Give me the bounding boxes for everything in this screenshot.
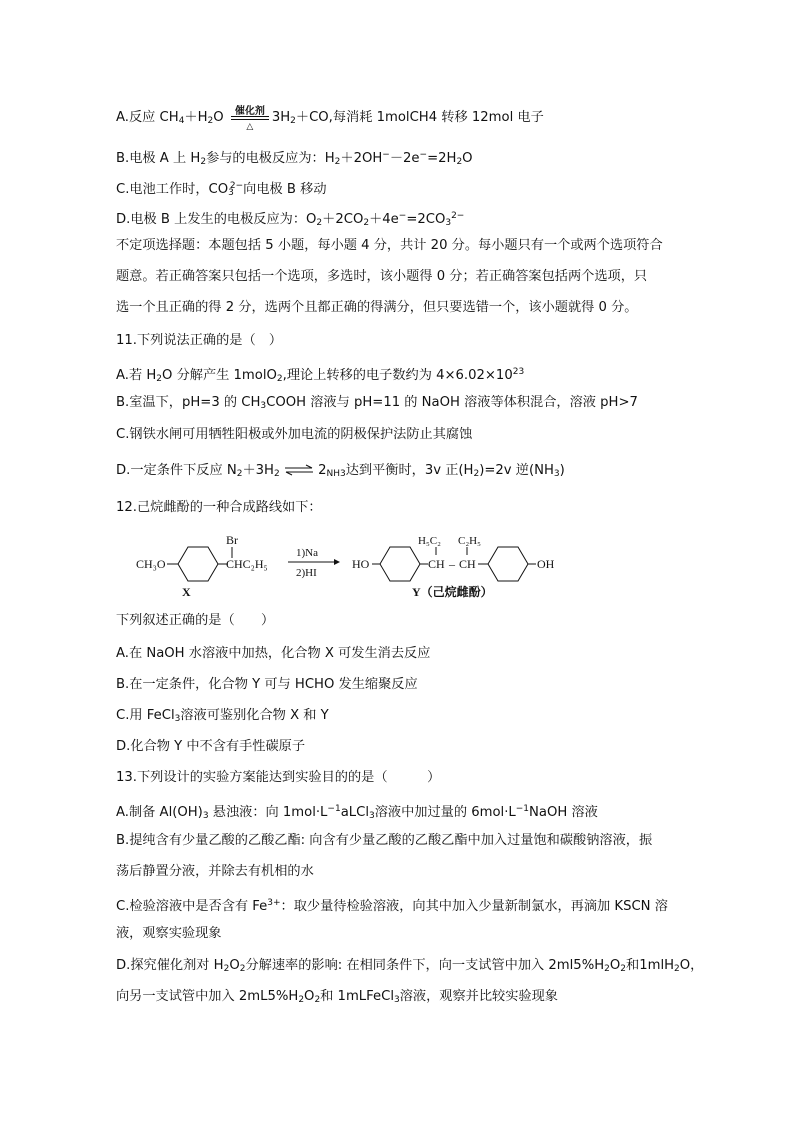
q12-option-a: A.在 NaOH 水溶液中加热，化合物 X 可发生消去反应 <box>116 646 431 661</box>
q13-option-a: A.制备 $Al(OH)_3$ 悬浊液：向 $1mol\cdot L^{-1}aLCl_3$溶液中加过量的 $6mol\cdot L^{-1}NaOH$ 溶液 <box>116 804 598 821</box>
x-chain: CHC₂H₅ <box>226 557 268 571</box>
q13-option-b-line-2: 荡后静置分液，并除去有机相的水 <box>116 864 314 879</box>
equilibrium-arrow-icon <box>284 464 314 476</box>
question-13: 13.下列设计的实验方案能达到实验目的的是（ ） <box>116 770 441 785</box>
q12-prompt: 下列叙述正确的是（ ） <box>116 613 275 628</box>
synthesis-scheme <box>116 532 566 604</box>
y-benzene-ring-left <box>380 547 420 581</box>
q12-option-c: C.用 FeCl$_3$溶液可鉴别化合物 X 和 Y <box>116 708 329 724</box>
y-ch-left: CH <box>428 557 445 571</box>
x-benzene-ring <box>178 547 218 581</box>
y-hydroxy-left: HO <box>352 557 370 571</box>
option-d-electrode: D.电极 B 上发生的电极反应为：$O_2+2CO_2+4e^-=2CO_3^{2-}$ <box>116 211 465 228</box>
q11-option-c: C.钢铁水闸可用牺牲阳极或外加电流的阴极保护法防止其腐蚀 <box>116 427 473 442</box>
x-methoxy: CH₃O <box>136 557 166 571</box>
x-bromo: Br <box>226 533 238 547</box>
option-a-reaction: A.反应 $CH_4+H_2O$ 催化剂 △ $3H_2+CO$,每消耗 1molCH4 转移 12mol 电子 <box>116 106 544 132</box>
y-benzene-ring-right <box>488 547 528 581</box>
reagent-step-2: 2)HI <box>296 567 317 579</box>
option-c-battery: C.电池工作时，$CO_3^{2-}$向电极 B 移动 <box>116 181 327 198</box>
q12-option-d: D.化合物 Y 中不含有手性碳原子 <box>116 739 306 754</box>
q11-option-b: B.室温下，pH=3 的 $CH_3COOH$ 溶液与 pH=11 的 NaOH 溶液等体积混合，溶液 pH>7 <box>116 395 638 411</box>
y-ch-right: CH <box>459 557 476 571</box>
y-ethyl-right: C₂H₅ <box>458 535 481 547</box>
q11-option-d: D.一定条件下反应 $N_2+3H_2$ $2_{NH3}$达到平衡时，3v 正$(H_2)=2v$ 逆$(NH_3)$ <box>116 463 565 479</box>
question-12: 12.己烷雌酚的一种合成路线如下： <box>116 500 322 515</box>
y-ethyl-left: H₅C₂ <box>418 535 441 547</box>
q12-option-b: B.在一定条件，化合物 Y 可与 HCHO 发生缩聚反应 <box>116 677 418 692</box>
q13-option-c-line-1: C.检验溶液中是否含有 $Fe^{3+}$：取少量待检验溶液，向其中加入少量新制氯水，再滴加 KSCN 溶 <box>116 898 668 914</box>
reagent-step-1: 1)Na <box>296 547 318 559</box>
instructions-line-2: 题意。若正确答案只包括一个选项，多选时，该小题得 0 分；若正确答案包括两个选项，只 <box>116 269 648 284</box>
x-label: X <box>182 585 191 599</box>
y-label: Y（己烷雌酚） <box>412 585 493 599</box>
q13-option-d-line-2: 向另一支试管中加入 $2mL5\%H_2O_2$和 1mLFeCl$_3$溶液，观察并比较实验现象 <box>116 989 558 1005</box>
instructions-line-1: 不定项选择题：本题包括 5 小题，每小题 4 分，共计 20 分。每小题只有一个或两个选项符合 <box>116 238 663 253</box>
catalyst-arrow: 催化剂 △ <box>229 108 271 126</box>
option-b-electrode: B.电极 A 上 $H_2$参与的电极反应为：$H_2+2OH^--2e^-=2H_2O$ <box>116 150 473 167</box>
y-hydroxy-right: OH <box>537 557 555 571</box>
q13-option-d-line-1: D.探究催化剂对 $H_2O_2$分解速率的影响: 在相同条件下，向一支试管中加入 $2ml5\%H_2O_2$和1mlH$_2$O， <box>116 958 704 974</box>
y-bond: – <box>449 557 455 571</box>
q13-option-c-line-2: 液，观察实验现象 <box>116 926 222 941</box>
question-11: 11.下列说法正确的是（ ） <box>116 333 283 348</box>
q11-option-a: A.若 $H_2O$ 分解产生 1molO$_2$,理论上转移的电子数约为 $4\times 6.02\times 10^{23}$ <box>116 367 525 384</box>
q13-option-b-line-1: B.提纯含有少量乙酸的乙酸乙酯: 向含有少量乙酸的乙酸乙酯中加入过量饱和碳酸钠溶液，振 <box>116 833 653 848</box>
instructions-line-3: 选一个且正确的得 2 分，选两个且都正确的得满分，但只要选错一个，该小题就得 0 分。 <box>116 300 638 315</box>
